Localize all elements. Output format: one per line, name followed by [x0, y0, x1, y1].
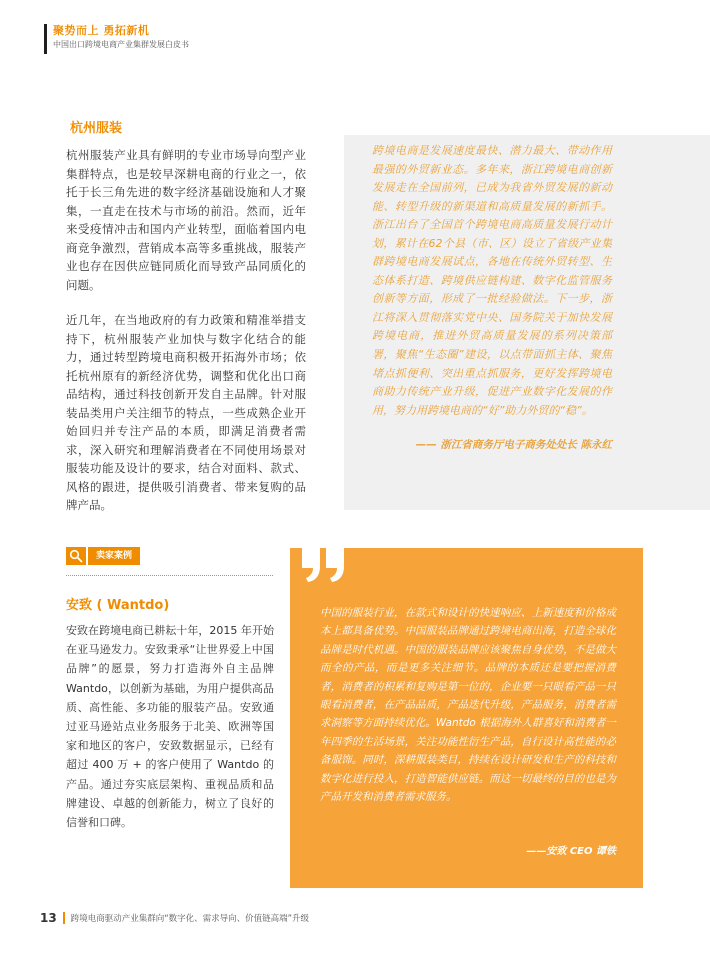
- dotted-divider: [66, 575, 273, 576]
- footer-divider: [63, 912, 65, 924]
- page-footer: [40, 911, 309, 925]
- case-title-wantdo: 安致 ( Wantdo): [66, 598, 170, 613]
- running-header: [44, 24, 189, 54]
- magnifier-icon: [66, 547, 86, 565]
- page-number: 13: [40, 911, 57, 925]
- official-quote-attribution: —— 浙江省商务厅电子商务处处长 陈永红: [415, 439, 612, 451]
- footer-text: 跨境电商驱动产业集群向“数字化、需求导向、价值链高端”升级: [70, 914, 310, 924]
- seller-case-label-text: 卖家案例: [88, 547, 140, 565]
- header-subtitle: 中国出口跨境电商产业集群发展白皮书: [53, 40, 189, 49]
- ceo-quote-attribution: ——安致 CEO 谭铁: [526, 846, 616, 857]
- body-paragraph-2: 近几年，在当地政府的有力政策和精准举措支持下，杭州服装产业加快与数字化结合的能力，通过转型跨境电商积极开拓海外市场；依托杭州原有的新经济优势，调整和优化出口商品结构，通过科技创新开发自主品牌。针对服装品类用户关注细节的特点，一些成熟企业开始回归并专注产品的本质，即满足消费者需求，深入研究和理解消费者在不同使用场景对服装功能及设计的要求，结合对面料、款式、风格的跟进，提供吸引消费者、带来复购的品牌产品。: [66, 313, 306, 512]
- seller-case-label: [66, 547, 140, 565]
- header-title: 聚势而上 勇拓新机: [53, 24, 150, 37]
- ceo-quote-text: 中国的服装行业，在款式和设计的快速响应、上新速度和价格成本上都具备优势。中国服装品牌通过跨境电商出海，打造全球化品牌是时代机遇。中国的服装品牌应该聚焦自身优势，不是做大而全的产品，而是更多关注细节。品牌的本质还是要把握消费者，消费者的积累和复购是第一位的，企业要一只眼看产品一只眼看消费者，在产品品质，产品迭代升级，产品服务，消费者需求洞察等方面持续优化。Wantdo 根据海外人群喜好和消费者一年四季的生活场景，关注功能性衍生产品，自行设计高性能的必备服饰。同时，深耕服装类目，持续在设计研发和生产的科技和数字化进行投入，打造智能供应链。而这一切最终的目的也是为产品开发和消费者需求服务。: [320, 607, 616, 804]
- official-quote-text: 跨境电商是发展速度最快、潜力最大、带动作用最强的外贸新业态。多年来，浙江跨境电商创新发展走在全国前列，已成为我省外贸发展的新动能、转型升级的新渠道和高质量发展的新抓手。浙江出台了全国首个跨境电商高质量发展行动计划，累计在62个县（市、区）设立了省级产业集群跨境电商发展试点，各地在传统外贸转型、生态体系打造、跨境供应链构建、数字化监管服务创新等方面，形成了一批经验做法。下一步，浙江将深入贯彻落实党中央、国务院关于加快发展跨境电商，推进外贸高质量发展的系列决策部署，聚焦“生态圈”建设，以点带面抓主体、聚焦堵点抓便利、突出重点抓服务，更好发挥跨境电商助力传统产业升级，促进产业数字化发展的作用，努力用跨境电商的“好”助力外贸的“稳”。: [372, 144, 612, 417]
- body-paragraph-1: 杭州服装产业具有鲜明的专业市场导向型产业集群特点，也是较早深耕电商的行业之一，依托于长三角先进的数字经济基础设施和人才聚集，一直走在技术与市场的前沿。然而，近年来受疫情冲击和国内产业转型，面临着国内电商竞争激烈，营销成本高等多重挑战，服装产业也存在因供应链同质化而导致产品同质化的问题。: [66, 148, 306, 292]
- section-title-hangzhou-apparel: 杭州服装: [70, 121, 123, 136]
- case-paragraph: 安致在跨境电商已耕耘十年，2015 年开始在亚马逊发力。安致秉承“让世界爱上中国品牌”的愿景，努力打造海外自主品牌 Wantdo，以创新为基础，为用户提供高品质、高性能、多功能的服装产品。安致通过亚马逊站点业务服务于北美、欧洲等国家和地区的客户，安致数据显示，已经有超过 400 万 + 的客户使用了 Wantdo 的产品。通过夯实底层架构、重视品质和品牌建设、卓越的创新能力，树立了良好的信誉和口碑。: [66, 624, 274, 830]
- quotation-mark-icon: [300, 546, 348, 584]
